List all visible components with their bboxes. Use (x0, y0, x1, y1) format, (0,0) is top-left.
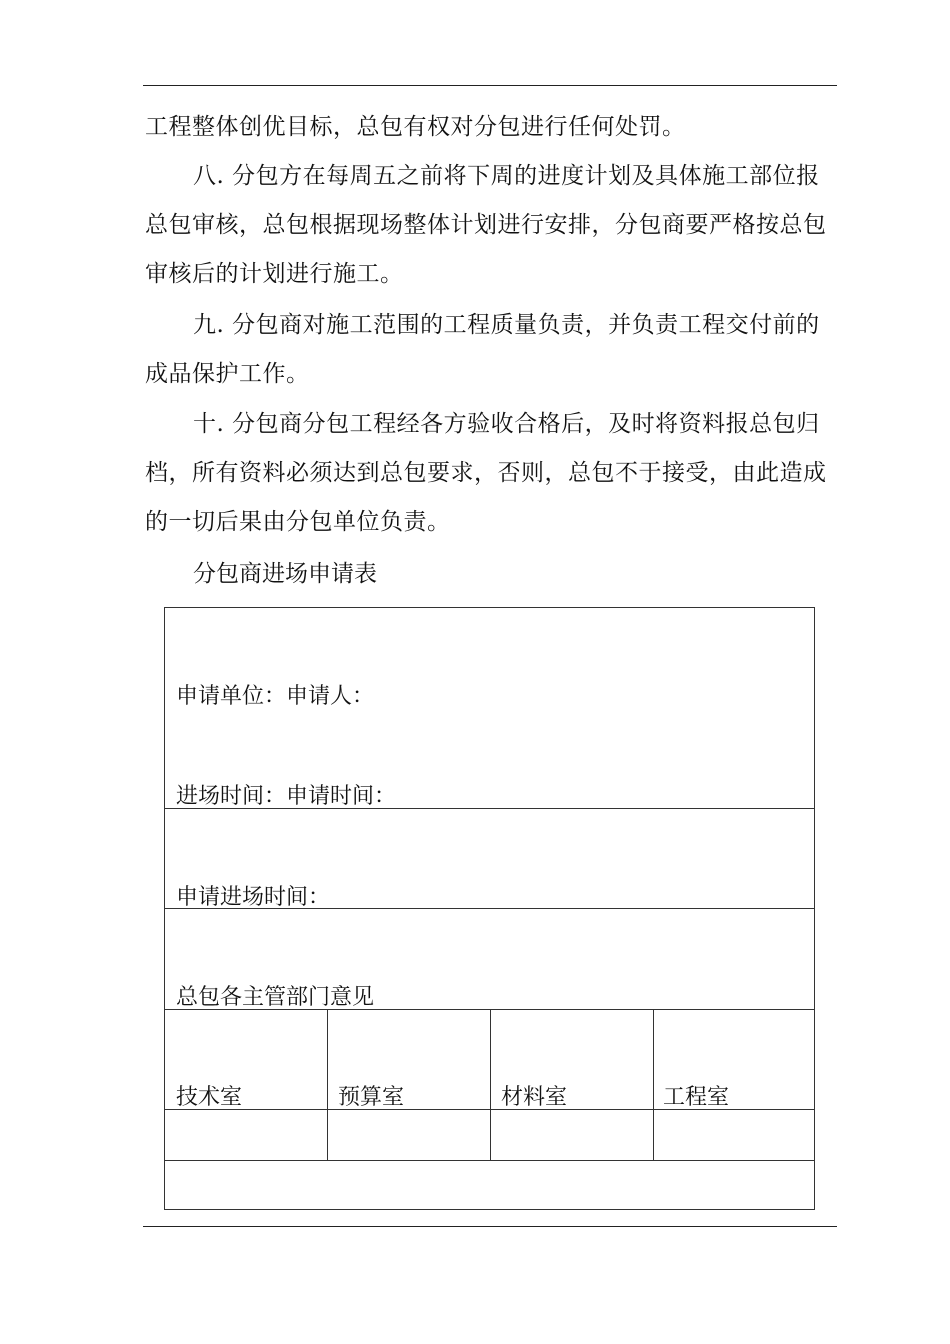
table-divider (165, 808, 814, 809)
entry-time-label: 进场时间：申请时间： (176, 784, 397, 809)
paragraph-line: 工程整体创优目标，总包有权对分包进行任何处罚。 (145, 114, 686, 140)
paragraph-line: 十. 分包商分包工程经各方验收合格后，及时将资料报总包归 (193, 411, 820, 437)
department-opinion-label: 总包各主管部门意见 (176, 985, 375, 1010)
table-divider (165, 908, 814, 909)
application-form-table (164, 607, 815, 1210)
dept-engineering-label: 工程室 (663, 1085, 730, 1110)
dept-budget-label: 预算室 (338, 1085, 405, 1110)
applicant-unit-label: 申请单位：申请人： (176, 684, 375, 709)
form-title: 分包商进场申请表 (193, 561, 377, 587)
paragraph-line: 总包审核，总包根据现场整体计划进行安排，分包商要严格按总包 (145, 212, 827, 238)
requested-entry-time-label: 申请进场时间： (176, 885, 331, 910)
header-rule (143, 85, 837, 86)
column-divider (490, 1009, 491, 1160)
paragraph-line: 九. 分包商对施工范围的工程质量负责，并负责工程交付前的 (193, 312, 820, 338)
footer-rule (143, 1226, 837, 1227)
column-divider (653, 1009, 654, 1160)
paragraph-line: 成品保护工作。 (145, 361, 310, 387)
dept-technical-label: 技术室 (176, 1085, 243, 1110)
paragraph-line: 八. 分包方在每周五之前将下周的进度计划及具体施工部位报 (193, 163, 820, 189)
table-divider (165, 1160, 814, 1161)
paragraph-line: 档，所有资料必须达到总包要求，否则，总包不于接受，由此造成 (145, 460, 827, 486)
paragraph-line: 的一切后果由分包单位负责。 (145, 509, 451, 535)
dept-materials-label: 材料室 (501, 1085, 568, 1110)
paragraph-line: 审核后的计划进行施工。 (145, 261, 404, 287)
column-divider (327, 1009, 328, 1160)
